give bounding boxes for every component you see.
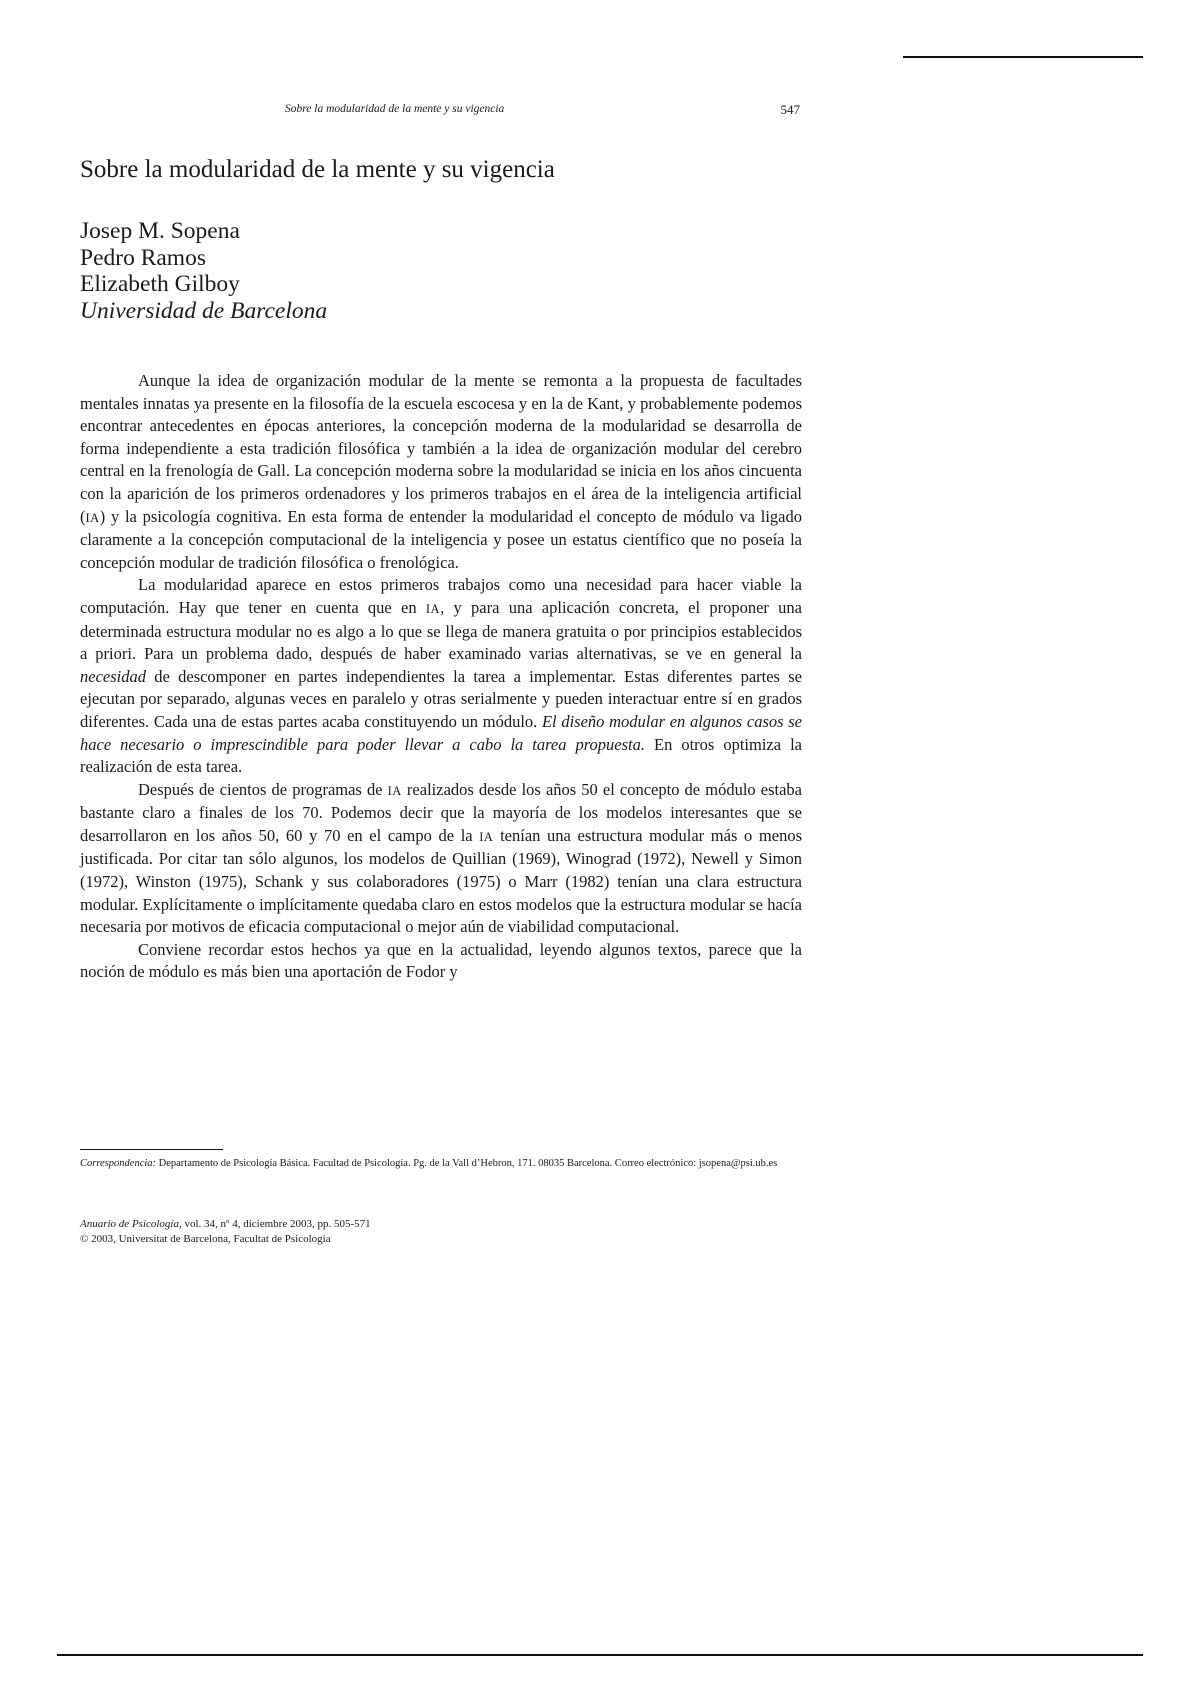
running-head	[80, 101, 802, 119]
text-run: La modularidad aparece en estos primeros trabajos como una necesidad para hacer viable la computación. Hay que tener en cuenta que en	[80, 575, 802, 617]
citation-details: vol. 34, nº 4, diciembre 2003, pp. 505-571	[181, 1218, 371, 1230]
top-rule	[903, 56, 1143, 58]
citation-line	[80, 1217, 802, 1232]
abbreviation: IA	[425, 601, 441, 616]
abbreviation: IA	[85, 510, 100, 525]
page-number: 547	[780, 102, 800, 117]
emphasis: El diseño modular en algunos casos se hace necesario o imprescindible para poder llevar a cabo la tarea propuesta.	[80, 711, 802, 754]
author-block	[80, 218, 327, 324]
paragraph-4: Conviene recordar estos hechos ya que en la actualidad, leyendo algunos textos, parece que la noción de módulo es más bien una aportación de Fodor y	[80, 939, 802, 982]
text-run: ) y la psicología cognitiva. En esta forma de entender la modularidad el concepto de módulo va ligado claramente a la concepción computacional de la inteligencia y posee un estatus científico que no poseía la concepción modular de tradición filosófica o frenológica.	[80, 506, 802, 572]
author-name: Pedro Ramos	[80, 244, 206, 271]
footnote-label: Correspondencia:	[80, 1158, 157, 1169]
abbreviation: IA	[479, 829, 494, 844]
author-name: Josep M. Sopena	[80, 218, 240, 244]
affiliation: Universidad de Barcelona	[80, 297, 328, 324]
text-run: Aunque la idea de organización modular de la mente se remonta a la propuesta de facultades mentales innatas ya presente en la filosofía de la escuela escocesa y en la de Kant, y probablemente podemos encontrar antecedentes en épocas anteriores, la concepción moderna de la modularidad se desarrolla de forma independiente a esta tradición filosófica y también a la idea de organización modular del cerebro central en la frenología de Gall. La concepción moderna sobre la modularidad se inicia en los años cincuenta con la aparición de los primeros ordenadores y los primeros trabajos en el área de la inteligencia artificial (	[80, 371, 802, 526]
text-run: En otros optimiza la realización de esta tarea.	[80, 734, 802, 777]
text-run: de descomponer en partes independientes la tarea a implementar. Estas diferentes partes se ejecutan por separado, algunas veces en paralelo y otras serialmente y pueden interactuar entre sí en grados diferentes. Cada una de estas partes acaba constituyendo un módulo.	[80, 666, 802, 731]
article-title: Sobre la modularidad de la mente y su vigencia	[80, 156, 555, 183]
author-name: Elizabeth Gilboy	[80, 271, 240, 297]
text-run: realizados desde los años 50 el concepto de módulo estaba bastante claro a finales de los 70. Podemos decir que la mayoría de los modelos interesantes que se desarrollaron en los años 50, 60 y 70 en el campo de la	[80, 779, 802, 845]
text-run: Después de cientos de programas de	[138, 779, 388, 799]
abbreviation: IA	[387, 783, 402, 798]
footnote-rule	[80, 1149, 223, 1150]
body-text	[80, 370, 802, 984]
paragraph-1	[80, 370, 802, 574]
emphasis: necesidad	[80, 666, 146, 686]
bottom-rule	[57, 1654, 1143, 1656]
paragraph-2	[80, 574, 802, 778]
footnote-text: Departamento de Psicología Básica. Facultad de Psicología. Pg. de la Vall d’Hebron, 171. 08035 Barcelona. Correo electrónico: jsopena@psi.ub.es	[156, 1158, 778, 1169]
text-run: , y para una aplicación concreta, el proponer una determinada estructura modular no es algo a lo que se llega de manera gratuita o por principios establecidos a priori. Para un problema dado, después de haber examinado varias alternativas, se ve en general la	[80, 597, 802, 664]
paragraph-3	[80, 779, 802, 939]
journal-citation	[80, 1217, 802, 1247]
footnote	[80, 1156, 802, 1171]
copyright: © 2003, Universitat de Barcelona, Facultat de Psicología	[80, 1233, 331, 1245]
running-title: Sobre la modularidad de la mente y su vigencia	[285, 103, 505, 115]
journal-name: Anuario de Psicología,	[80, 1218, 182, 1230]
text-run: tenían una estructura modular más o menos justificada. Por citar tan sólo algunos, los modelos de Quillian (1969), Winograd (1972), Newell y Simon (1972), Winston (1975), Schank y sus colaboradores (1975) o Marr (1982) tenían una clara estructura modular. Explícitamente o implícitamente quedaba claro en estos modelos que la estructura modular se hacía necesaria por motivos de eficacia computacional o mejor aún de viabilidad computacional.	[80, 825, 802, 937]
